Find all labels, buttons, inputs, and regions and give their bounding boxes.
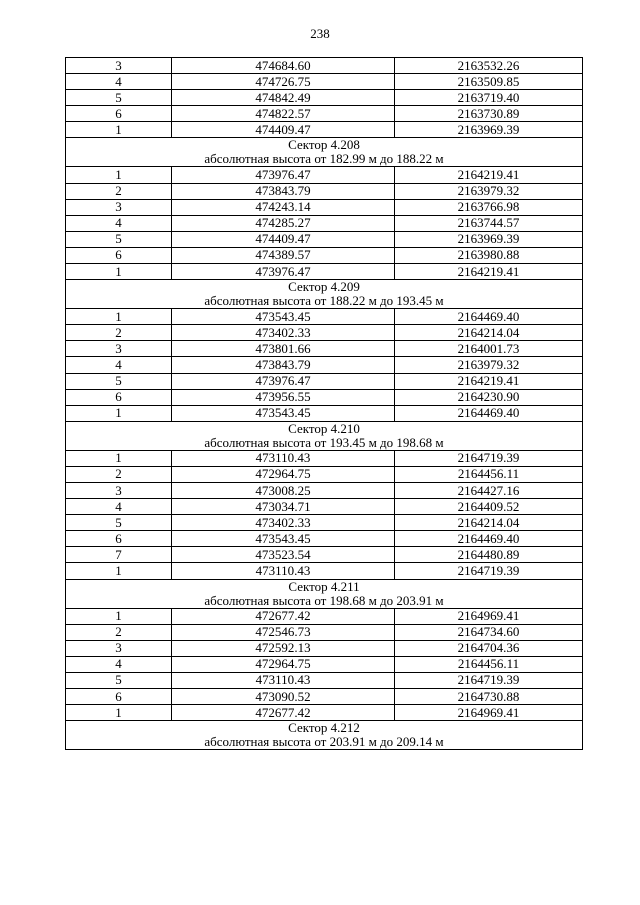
y-coordinate-cell: 2163980.88 — [395, 247, 583, 263]
point-number-cell: 6 — [66, 106, 172, 122]
table-row — [66, 482, 583, 498]
sector-title: Сектор 4.209 — [288, 279, 360, 295]
point-number-cell: 1 — [66, 167, 172, 183]
table-row — [66, 689, 583, 705]
y-coordinate-cell: 2163979.32 — [395, 183, 583, 199]
table-row — [66, 183, 583, 199]
x-coordinate-cell: 472592.13 — [172, 640, 395, 656]
x-coordinate-cell: 473976.47 — [172, 167, 395, 183]
table-row — [66, 215, 583, 231]
y-coordinate-cell: 2164469.40 — [395, 309, 583, 325]
sector-header-row — [66, 138, 583, 167]
sector-title: Сектор 4.212 — [288, 720, 360, 736]
table-row — [66, 74, 583, 90]
point-number-cell: 2 — [66, 624, 172, 640]
y-coordinate-cell: 2164480.89 — [395, 547, 583, 563]
x-coordinate-cell: 474409.47 — [172, 122, 395, 138]
point-number-cell: 6 — [66, 531, 172, 547]
x-coordinate-cell: 473110.43 — [172, 450, 395, 466]
y-coordinate-cell: 2163509.85 — [395, 74, 583, 90]
table-row — [66, 247, 583, 263]
y-coordinate-cell: 2163766.98 — [395, 199, 583, 215]
y-coordinate-cell: 2164469.40 — [395, 531, 583, 547]
point-number-cell: 5 — [66, 373, 172, 389]
point-number-cell: 3 — [66, 199, 172, 215]
y-coordinate-cell: 2164730.88 — [395, 689, 583, 705]
x-coordinate-cell: 473543.45 — [172, 309, 395, 325]
table-row — [66, 499, 583, 515]
point-number-cell: 6 — [66, 689, 172, 705]
x-coordinate-cell: 473090.52 — [172, 689, 395, 705]
point-number-cell: 6 — [66, 389, 172, 405]
x-coordinate-cell: 473034.71 — [172, 499, 395, 515]
x-coordinate-cell: 474822.57 — [172, 106, 395, 122]
x-coordinate-cell: 473008.25 — [172, 482, 395, 498]
table-row — [66, 167, 583, 183]
coordinates-table-body — [66, 58, 583, 750]
point-number-cell: 1 — [66, 122, 172, 138]
y-coordinate-cell: 2163730.89 — [395, 106, 583, 122]
table-row — [66, 450, 583, 466]
table-row — [66, 624, 583, 640]
sector-header — [66, 421, 583, 450]
point-number-cell: 1 — [66, 563, 172, 579]
point-number-cell: 1 — [66, 264, 172, 280]
table-row — [66, 608, 583, 624]
table-row — [66, 309, 583, 325]
x-coordinate-cell: 473402.33 — [172, 515, 395, 531]
point-number-cell: 3 — [66, 482, 172, 498]
page-number: 238 — [310, 26, 330, 41]
x-coordinate-cell: 473843.79 — [172, 357, 395, 373]
x-coordinate-cell: 473843.79 — [172, 183, 395, 199]
point-number-cell: 3 — [66, 58, 172, 74]
table-row — [66, 357, 583, 373]
sector-header-row — [66, 280, 583, 309]
y-coordinate-cell: 2163744.57 — [395, 215, 583, 231]
table-row — [66, 466, 583, 482]
table-row — [66, 231, 583, 247]
table-row — [66, 705, 583, 721]
sector-header — [66, 579, 583, 608]
table-row — [66, 341, 583, 357]
x-coordinate-cell: 474389.57 — [172, 247, 395, 263]
sector-title: Сектор 4.210 — [288, 421, 360, 436]
point-number-cell: 1 — [66, 705, 172, 721]
x-coordinate-cell: 473523.54 — [172, 547, 395, 563]
table-row — [66, 547, 583, 563]
x-coordinate-cell: 474409.47 — [172, 231, 395, 247]
y-coordinate-cell: 2163969.39 — [395, 231, 583, 247]
y-coordinate-cell: 2163719.40 — [395, 90, 583, 106]
y-coordinate-cell: 2164969.41 — [395, 705, 583, 721]
x-coordinate-cell: 473543.45 — [172, 405, 395, 421]
sector-header-row — [66, 579, 583, 608]
table-row — [66, 405, 583, 421]
sector-altitude: абсолютная высота от 198.68 м до 203.91 м — [204, 592, 444, 608]
point-number-cell: 2 — [66, 183, 172, 199]
y-coordinate-cell: 2164214.04 — [395, 515, 583, 531]
x-coordinate-cell: 474684.60 — [172, 58, 395, 74]
sector-header — [66, 280, 583, 309]
table-row — [66, 389, 583, 405]
y-coordinate-cell: 2164230.90 — [395, 389, 583, 405]
coordinates-table — [65, 57, 583, 750]
table-row — [66, 106, 583, 122]
x-coordinate-cell: 472546.73 — [172, 624, 395, 640]
x-coordinate-cell: 473402.33 — [172, 325, 395, 341]
point-number-cell: 5 — [66, 231, 172, 247]
point-number-cell: 1 — [66, 608, 172, 624]
x-coordinate-cell: 473110.43 — [172, 563, 395, 579]
y-coordinate-cell: 2164719.39 — [395, 672, 583, 688]
x-coordinate-cell: 474842.49 — [172, 90, 395, 106]
point-number-cell: 5 — [66, 672, 172, 688]
point-number-cell: 4 — [66, 215, 172, 231]
x-coordinate-cell: 474726.75 — [172, 74, 395, 90]
y-coordinate-cell: 2163532.26 — [395, 58, 583, 74]
point-number-cell: 5 — [66, 515, 172, 531]
sector-header — [66, 721, 583, 750]
point-number-cell: 3 — [66, 640, 172, 656]
table-row — [66, 325, 583, 341]
point-number-cell: 7 — [66, 547, 172, 563]
sector-header — [66, 138, 583, 167]
y-coordinate-cell: 2164427.16 — [395, 482, 583, 498]
point-number-cell: 1 — [66, 309, 172, 325]
y-coordinate-cell: 2163969.39 — [395, 122, 583, 138]
point-number-cell: 6 — [66, 247, 172, 263]
y-coordinate-cell: 2164456.11 — [395, 466, 583, 482]
sector-header-row — [66, 721, 583, 750]
x-coordinate-cell: 472964.75 — [172, 656, 395, 672]
y-coordinate-cell: 2164704.36 — [395, 640, 583, 656]
x-coordinate-cell: 474285.27 — [172, 215, 395, 231]
x-coordinate-cell: 473543.45 — [172, 531, 395, 547]
table-row — [66, 373, 583, 389]
x-coordinate-cell: 473801.66 — [172, 341, 395, 357]
table-row — [66, 563, 583, 579]
point-number-cell: 5 — [66, 90, 172, 106]
table-row — [66, 531, 583, 547]
table-row — [66, 672, 583, 688]
y-coordinate-cell: 2164719.39 — [395, 563, 583, 579]
table-row — [66, 58, 583, 74]
x-coordinate-cell: 472964.75 — [172, 466, 395, 482]
point-number-cell: 4 — [66, 656, 172, 672]
point-number-cell: 4 — [66, 74, 172, 90]
x-coordinate-cell: 473976.47 — [172, 373, 395, 389]
table-row — [66, 656, 583, 672]
sector-header-row — [66, 421, 583, 450]
x-coordinate-cell: 474243.14 — [172, 199, 395, 215]
table-row — [66, 122, 583, 138]
table-row — [66, 264, 583, 280]
y-coordinate-cell: 2164969.41 — [395, 608, 583, 624]
table-row — [66, 90, 583, 106]
point-number-cell: 4 — [66, 499, 172, 515]
table-row — [66, 515, 583, 531]
x-coordinate-cell: 473110.43 — [172, 672, 395, 688]
sector-altitude: абсолютная высота от 182.99 м до 188.22 м — [204, 151, 444, 167]
sector-title: Сектор 4.211 — [288, 579, 360, 594]
sector-altitude: абсолютная высота от 193.45 м до 198.68 м — [204, 434, 444, 450]
y-coordinate-cell: 2164456.11 — [395, 656, 583, 672]
point-number-cell: 2 — [66, 466, 172, 482]
y-coordinate-cell: 2164409.52 — [395, 499, 583, 515]
sector-title: Сектор 4.208 — [288, 137, 360, 153]
y-coordinate-cell: 2164219.41 — [395, 373, 583, 389]
y-coordinate-cell: 2164214.04 — [395, 325, 583, 341]
y-coordinate-cell: 2164219.41 — [395, 167, 583, 183]
point-number-cell: 1 — [66, 450, 172, 466]
sector-altitude: абсолютная высота от 203.91 м до 209.14 м — [204, 734, 444, 750]
x-coordinate-cell: 473956.55 — [172, 389, 395, 405]
point-number-cell: 4 — [66, 357, 172, 373]
y-coordinate-cell: 2164219.41 — [395, 264, 583, 280]
x-coordinate-cell: 472677.42 — [172, 608, 395, 624]
point-number-cell: 3 — [66, 341, 172, 357]
y-coordinate-cell: 2164001.73 — [395, 341, 583, 357]
y-coordinate-cell: 2164734.60 — [395, 624, 583, 640]
table-row — [66, 199, 583, 215]
point-number-cell: 1 — [66, 405, 172, 421]
sector-altitude: абсолютная высота от 188.22 м до 193.45 м — [204, 293, 444, 309]
y-coordinate-cell: 2163979.32 — [395, 357, 583, 373]
point-number-cell: 2 — [66, 325, 172, 341]
x-coordinate-cell: 472677.42 — [172, 705, 395, 721]
x-coordinate-cell: 473976.47 — [172, 264, 395, 280]
table-row — [66, 640, 583, 656]
y-coordinate-cell: 2164469.40 — [395, 405, 583, 421]
y-coordinate-cell: 2164719.39 — [395, 450, 583, 466]
